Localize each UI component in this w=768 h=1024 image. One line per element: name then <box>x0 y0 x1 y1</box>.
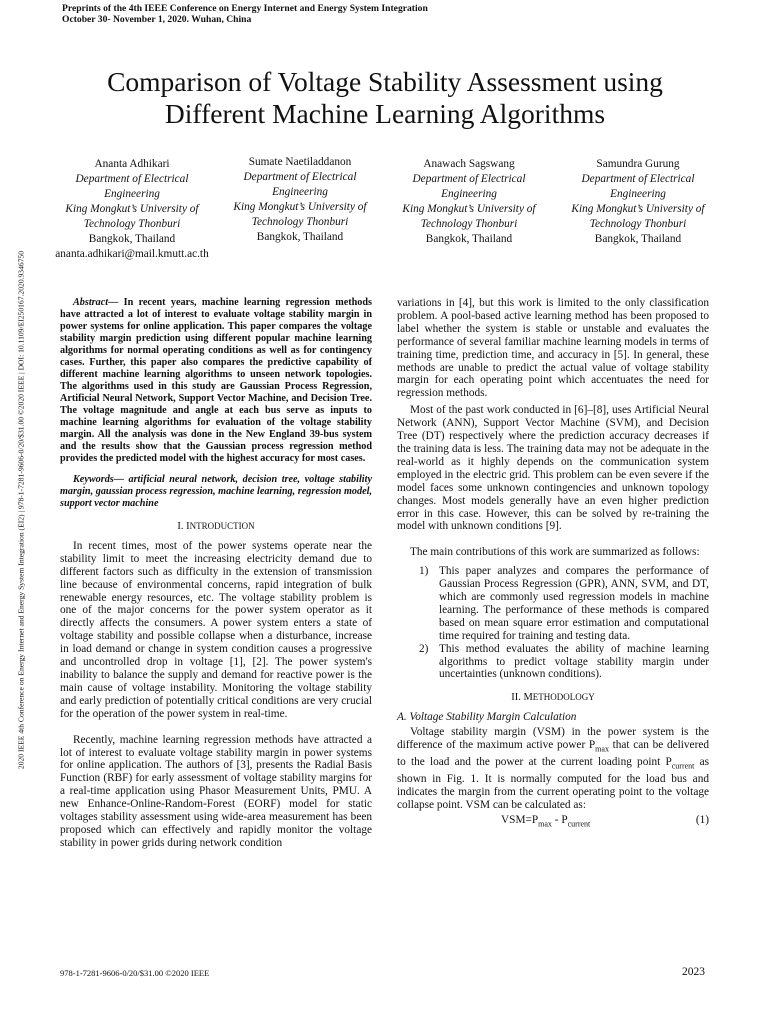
equation-body <box>501 814 590 831</box>
paragraph: variations in [4], but this work is limited to the only classification problem. A pool-based active learning method has been proposed to label whether the system is stable or unstable and evaluates the performance of several familiar machine learning models in terms of training time, prediction time, and accuracy in [5]. In general, these methods are unable to predict the actual value of voltage stability margin for each operating point which accentuates the need for regression methods. <box>397 297 709 400</box>
subscript: current <box>671 761 695 771</box>
abstract-text: In recent years, machine learning regression methods have attracted a lot of interest to evaluate voltage stability margin in power systems for online application. This paper compares the voltage stability margin prediction using different popular machine learning algorithms for normal operating conditions as well as for contingency cases. Further, this paper also compares the predictive capability of different machine learning algorithms to unseen network topologies. The algorithms used in this study are Gaussian Process Regression, Artificial Neural Network, Support Vector Machine, and Decision Tree. The voltage magnitude and angle at each bus serve as inputs to machine learning algorithms for evaluation of the voltage stability margin. All the analysis was done in the New England 39-bus system and the results show that the Gaussian process regression method provides the predicted model with the highest accuracy for most cases. <box>60 297 372 464</box>
right-column <box>397 297 709 831</box>
equation-1 <box>397 814 709 831</box>
section-title-rest: ETHODOLOGY <box>532 692 595 703</box>
author-block <box>384 157 554 247</box>
paragraph <box>397 726 709 812</box>
author-name: Anawach Sagswang <box>423 158 515 170</box>
section-heading-methodology <box>397 691 709 705</box>
conference-header-line1: Preprints of the 4th IEEE Conference on Energy Internet and Energy System Integration <box>62 3 428 14</box>
list-item <box>419 565 709 642</box>
author-univ: King Mongkut’s University of Technology Thonburi <box>402 203 536 230</box>
text-run: that can be delivered to the load and the power at the current loading point P <box>397 739 709 769</box>
subsection-heading: A. Voltage Stability Margin Calculation <box>397 711 577 724</box>
paragraph: In recent times, most of the power systems operate near the stability limit to meet the increasing electricity demand due to different factors such as difficulty in the extension of transmission line because of environmental concerns, rapid integration of bulk renewable energy resources, etc. The voltage stability problem is one of the major concerns for the power system operator as it directly affects the consumers. A power system enters a state of voltage stability and possible collapse when a disturbance, increase in load demand or change in system condition causes a progressive and uncontrolled drop in voltage [1], [2]. The power system's inability to balance the supply and demand for reactive power is the main cause of voltage instability. Monitoring the voltage stability and early prediction of potentially critical conditions are very crucial for the operation of the power system in real-time. <box>60 539 372 720</box>
page-number: 2023 <box>682 966 705 978</box>
paper-title-line2: Different Machine Learning Algorithms <box>164 98 606 129</box>
author-dept: Department of Electrical Engineering <box>75 173 189 200</box>
paragraph: The main contributions of this work are summarized as follows: <box>410 546 700 559</box>
list-item <box>419 643 709 682</box>
list-text: This paper analyzes and compares the performance of Gaussian Process Regression (GPR), ANN, SVM, and DT, which are commonly used regression models in machine learning. The performance of these methods is compared based on mean square error estimation and computational time required for training and testing data. <box>439 565 709 642</box>
doi-sidebar <box>10 180 32 840</box>
author-city: Bangkok, Thailand <box>256 231 344 243</box>
list-text: This method evaluates the ability of machine learning algorithms to predict voltage stability margin under uncertainties (unknown conditions). <box>439 642 709 681</box>
author-name: Ananta Adhikari <box>94 158 170 170</box>
author-city: Bangkok, Thailand <box>594 233 682 245</box>
author-name: Sumate Naetiladdanon <box>248 156 352 168</box>
author-dept: Department of Electrical Engineering <box>412 173 526 200</box>
author-name: Samundra Gurung <box>596 158 680 170</box>
footer-copyright: 978-1-7281-9606-0/20/$31.00 ©2020 IEEE <box>60 968 210 978</box>
paragraph: Most of the past work conducted in [6]–[8], uses Artificial Neural Network (ANN), Support Vector Machine (SVM), and Decision Tree (DT) respectively where the prediction accuracy decreases if the training data is less. The training data may not be adequate in the real-world as it highly depends on the communication system employed in the electric grid. This problem can be even severe if the model faces some unknown contingencies and unknown topology changes. Most models generally have an even higher prediction error in this case. However, this can be solved by re-training the model with unknown conditions [9]. <box>397 404 709 533</box>
list-number: 2) <box>419 642 429 655</box>
subscript: max <box>538 819 552 829</box>
author-email[interactable]: ananta.adhikari@mail.kmutt.ac.th <box>55 248 209 260</box>
equation-number: (1) <box>695 814 709 827</box>
doi-sidebar-text: 2020 IEEE 4th Conference on Energy Internet and Energy System Integration (EI2) | 978-1-7281-9606-0/20/$31.00 ©2020 IEEE | DOI: 10.1109/EI250167.2020.9346750 <box>16 250 26 770</box>
author-dept: Department of Electrical Engineering <box>243 171 357 198</box>
section-numeral: I. <box>177 521 184 532</box>
subscript: current <box>567 819 591 829</box>
section-first-letter: M <box>523 692 533 704</box>
abstract <box>60 297 372 465</box>
author-block <box>215 155 385 245</box>
conference-header <box>62 3 428 25</box>
conference-header-line2: October 30- November 1, 2020. Wuhan, China <box>62 14 252 25</box>
author-univ: King Mongkut’s University of Technology Thonburi <box>571 203 705 230</box>
list-number: 1) <box>419 565 429 578</box>
author-city: Bangkok, Thailand <box>425 233 513 245</box>
text-run: Voltage stability margin (VSM) in the power system is the difference of the maximum active power P <box>397 726 709 752</box>
author-city: Bangkok, Thailand <box>88 233 176 245</box>
author-block <box>47 157 217 262</box>
contribution-list <box>397 565 709 681</box>
abstract-label: Abstract— <box>73 297 119 308</box>
paragraph: Recently, machine learning regression methods have attracted a lot of interest to evaluate voltage stability margin in power systems for online application. The authors of [3], presents the Radial Basis Function (RBF) for early assessment of voltage stability margins for a real-time application using Phasor Measurement Units, PMU. A new Enhance-Online-Random-Forest (EORF) model for static voltages stability assessment using wide-area measurement has been proposed which can effectively and rapidly monitor the voltage stability in power grids during network condition <box>60 733 372 849</box>
left-column <box>60 297 372 850</box>
keywords <box>60 474 372 510</box>
text-run: - P <box>551 814 568 827</box>
section-first-letter: I <box>186 521 190 532</box>
author-dept: Department of Electrical Engineering <box>581 173 695 200</box>
keywords-label: Keywords— <box>73 474 124 485</box>
text-run: as shown in Fig. 1. It is normally computed for the load bus and indicates the margin from the current operating point to the voltage collapse point. VSM can be calculated as: <box>397 756 709 812</box>
author-block <box>553 157 723 247</box>
section-numeral: II. <box>511 692 521 704</box>
text-run: VSM=P <box>501 814 539 827</box>
section-title-rest: NTRODUCTION <box>189 521 255 531</box>
subscript: max <box>595 744 609 754</box>
author-univ: King Mongkut’s University of Technology Thonburi <box>233 201 367 228</box>
section-heading-introduction <box>60 520 372 534</box>
paper-title-line1: Comparison of Voltage Stability Assessment using <box>107 66 663 97</box>
paper-title <box>40 66 730 130</box>
keywords-text: artificial neural network, decision tree, voltage stability margin, gaussian process regression, machine learning, regression model, support vector machine <box>60 474 372 509</box>
author-univ: King Mongkut’s University of Technology Thonburi <box>65 203 199 230</box>
